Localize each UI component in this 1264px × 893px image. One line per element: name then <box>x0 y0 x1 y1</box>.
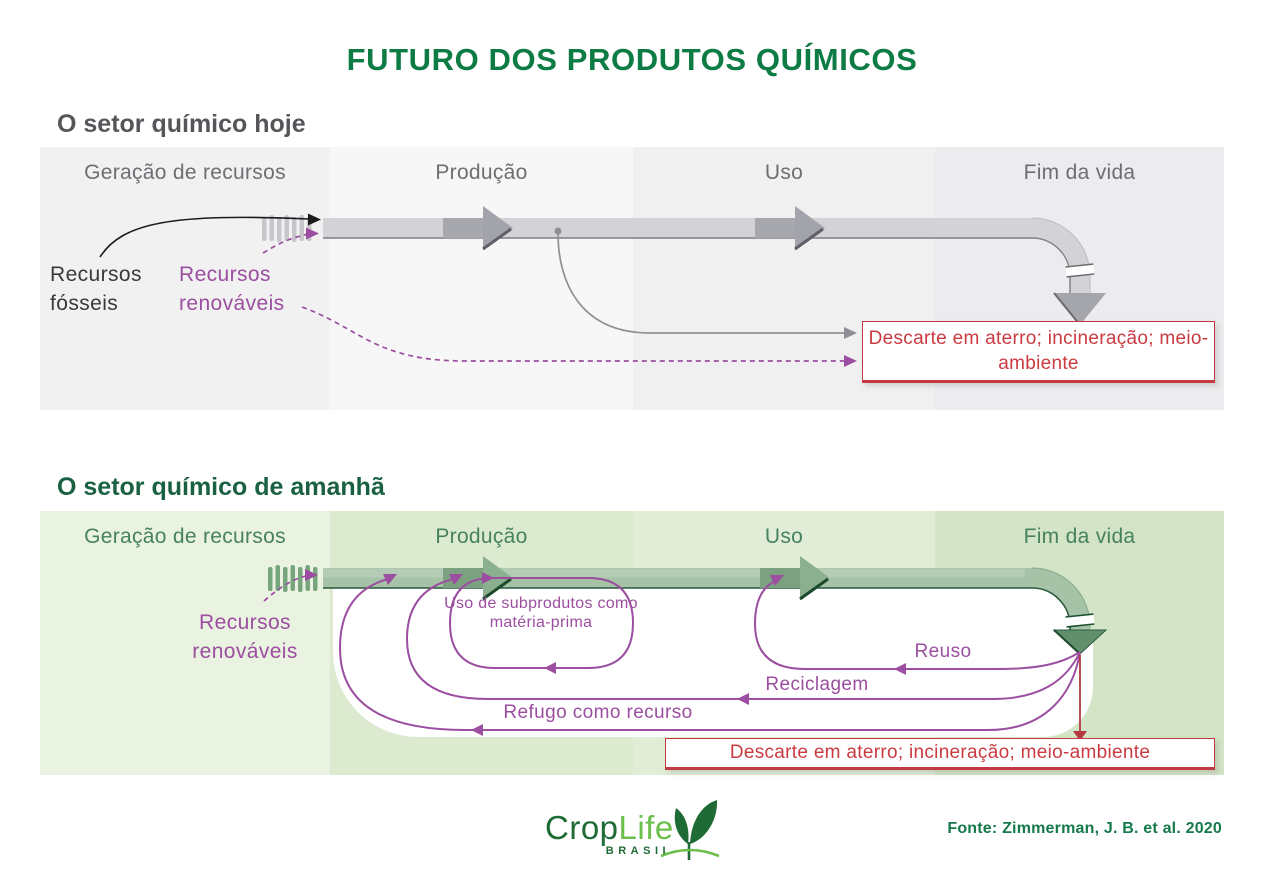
logo-text-brasil: BRASIL <box>605 845 674 857</box>
recycling-loop-label: Reciclagem <box>765 674 869 695</box>
flow-arrow-use-tomorrow <box>760 556 830 600</box>
byproducts-loop-label: Uso de subprodutos como matéria-prima <box>444 595 638 631</box>
column-header: Geração de recursos <box>84 161 286 184</box>
column-header: Geração de recursos <box>84 525 286 548</box>
source-note: Fonte: Zimmerman, J. B. et al. 2020 <box>947 820 1222 837</box>
section-tomorrow-heading: O setor químico de amanhã <box>57 473 385 501</box>
logo-text-crop: Crop <box>545 809 619 846</box>
page-title: FUTURO DOS PRODUTOS QUÍMICOS <box>346 42 918 77</box>
column-header: Produção <box>435 525 528 548</box>
reuse-loop-label: Reuso <box>914 641 972 662</box>
section-today-heading: O setor químico hoje <box>57 110 306 138</box>
flow-arrow-use-today <box>755 206 825 250</box>
column-header: Uso <box>764 161 804 184</box>
renewable-resources-label-tomorrow: Recursos renováveis <box>192 611 298 663</box>
pipe-today <box>323 218 1090 294</box>
waste-loop-label: Refugo como recurso <box>503 702 693 723</box>
disposal-box-today: Descarte em aterro; incineração; meio-ambiente <box>862 321 1215 383</box>
fossil-resources-label: Recursos fósseis <box>50 263 142 315</box>
column-header: Uso <box>764 525 804 548</box>
column-header: Fim da vida <box>1023 161 1136 184</box>
flow-arrow-production-today <box>443 206 513 250</box>
drop-to-disposal-arrow <box>1073 655 1087 741</box>
renewable-resources-label-today: Recursos renováveis <box>179 263 285 315</box>
logo-text-life: Life <box>618 809 674 846</box>
croplife-logo <box>545 811 674 857</box>
disposal-box-tomorrow: Descarte em aterro; incineração; meio-ambiente <box>665 738 1215 770</box>
column-header: Fim da vida <box>1023 525 1136 548</box>
column-header: Produção <box>435 161 528 184</box>
plant-sprout-icon <box>657 796 727 866</box>
renewable-to-disposal-dashed-curve <box>302 307 857 367</box>
use-to-disposal-curve <box>555 228 858 340</box>
down-arrow-tomorrow <box>1054 630 1106 654</box>
